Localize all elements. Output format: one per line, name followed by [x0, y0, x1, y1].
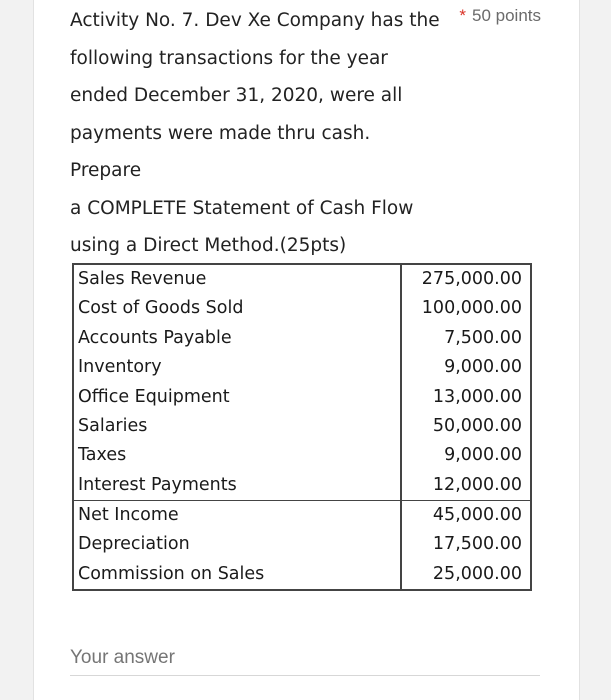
row-label: Salaries: [73, 412, 401, 441]
row-amount: 9,000.00: [444, 357, 522, 378]
table-row: [73, 264, 531, 294]
table-row: [73, 441, 531, 470]
row-amount: 25,000.00: [432, 563, 522, 584]
table-row: [73, 383, 531, 412]
row-label: Depreciation: [73, 531, 401, 560]
row-amount: 7,500.00: [444, 327, 522, 348]
table-row: [73, 412, 531, 441]
row-label: Commission on Sales: [73, 560, 401, 590]
row-label: Cost of Goods Sold: [73, 294, 401, 323]
table-row: [73, 324, 531, 353]
row-label: Office Equipment: [73, 383, 401, 412]
table-row: [73, 560, 531, 590]
table-row: [73, 531, 531, 560]
row-amount: 100,000.00: [421, 298, 522, 319]
row-label: Inventory: [73, 353, 401, 382]
row-label: Sales Revenue: [73, 264, 401, 294]
transactions-table: [72, 263, 532, 591]
row-label: Interest Payments: [73, 471, 401, 501]
points-label: 50 points: [472, 6, 541, 25]
row-label: Net Income: [73, 501, 401, 531]
points-indicator: [459, 6, 541, 26]
row-amount: 275,000.00: [421, 268, 522, 289]
row-amount: 12,000.00: [401, 471, 531, 501]
row-label: Accounts Payable: [73, 324, 401, 353]
row-amount: 13,000.00: [432, 386, 522, 407]
row-amount: 45,000.00: [432, 505, 522, 526]
table-row: [73, 501, 531, 531]
required-asterisk: *: [459, 6, 466, 25]
row-label: Taxes: [73, 441, 401, 470]
table-row: [73, 471, 531, 501]
row-amount: 17,500.00: [432, 534, 522, 555]
question-text: Activity No. 7. Dev Xe Company has the following transactions for the year ended December 31, 2020, were all payments were made thru cash. Prepare a COMPLETE Statement of Cash Flow using a Direct Method.(25pts): [70, 10, 440, 256]
table-row: [73, 353, 531, 382]
row-amount: 9,000.00: [444, 445, 522, 466]
table-row: [73, 294, 531, 323]
row-amount: 50,000.00: [432, 415, 522, 436]
answer-input[interactable]: [70, 641, 540, 676]
question-card: [33, 0, 580, 700]
